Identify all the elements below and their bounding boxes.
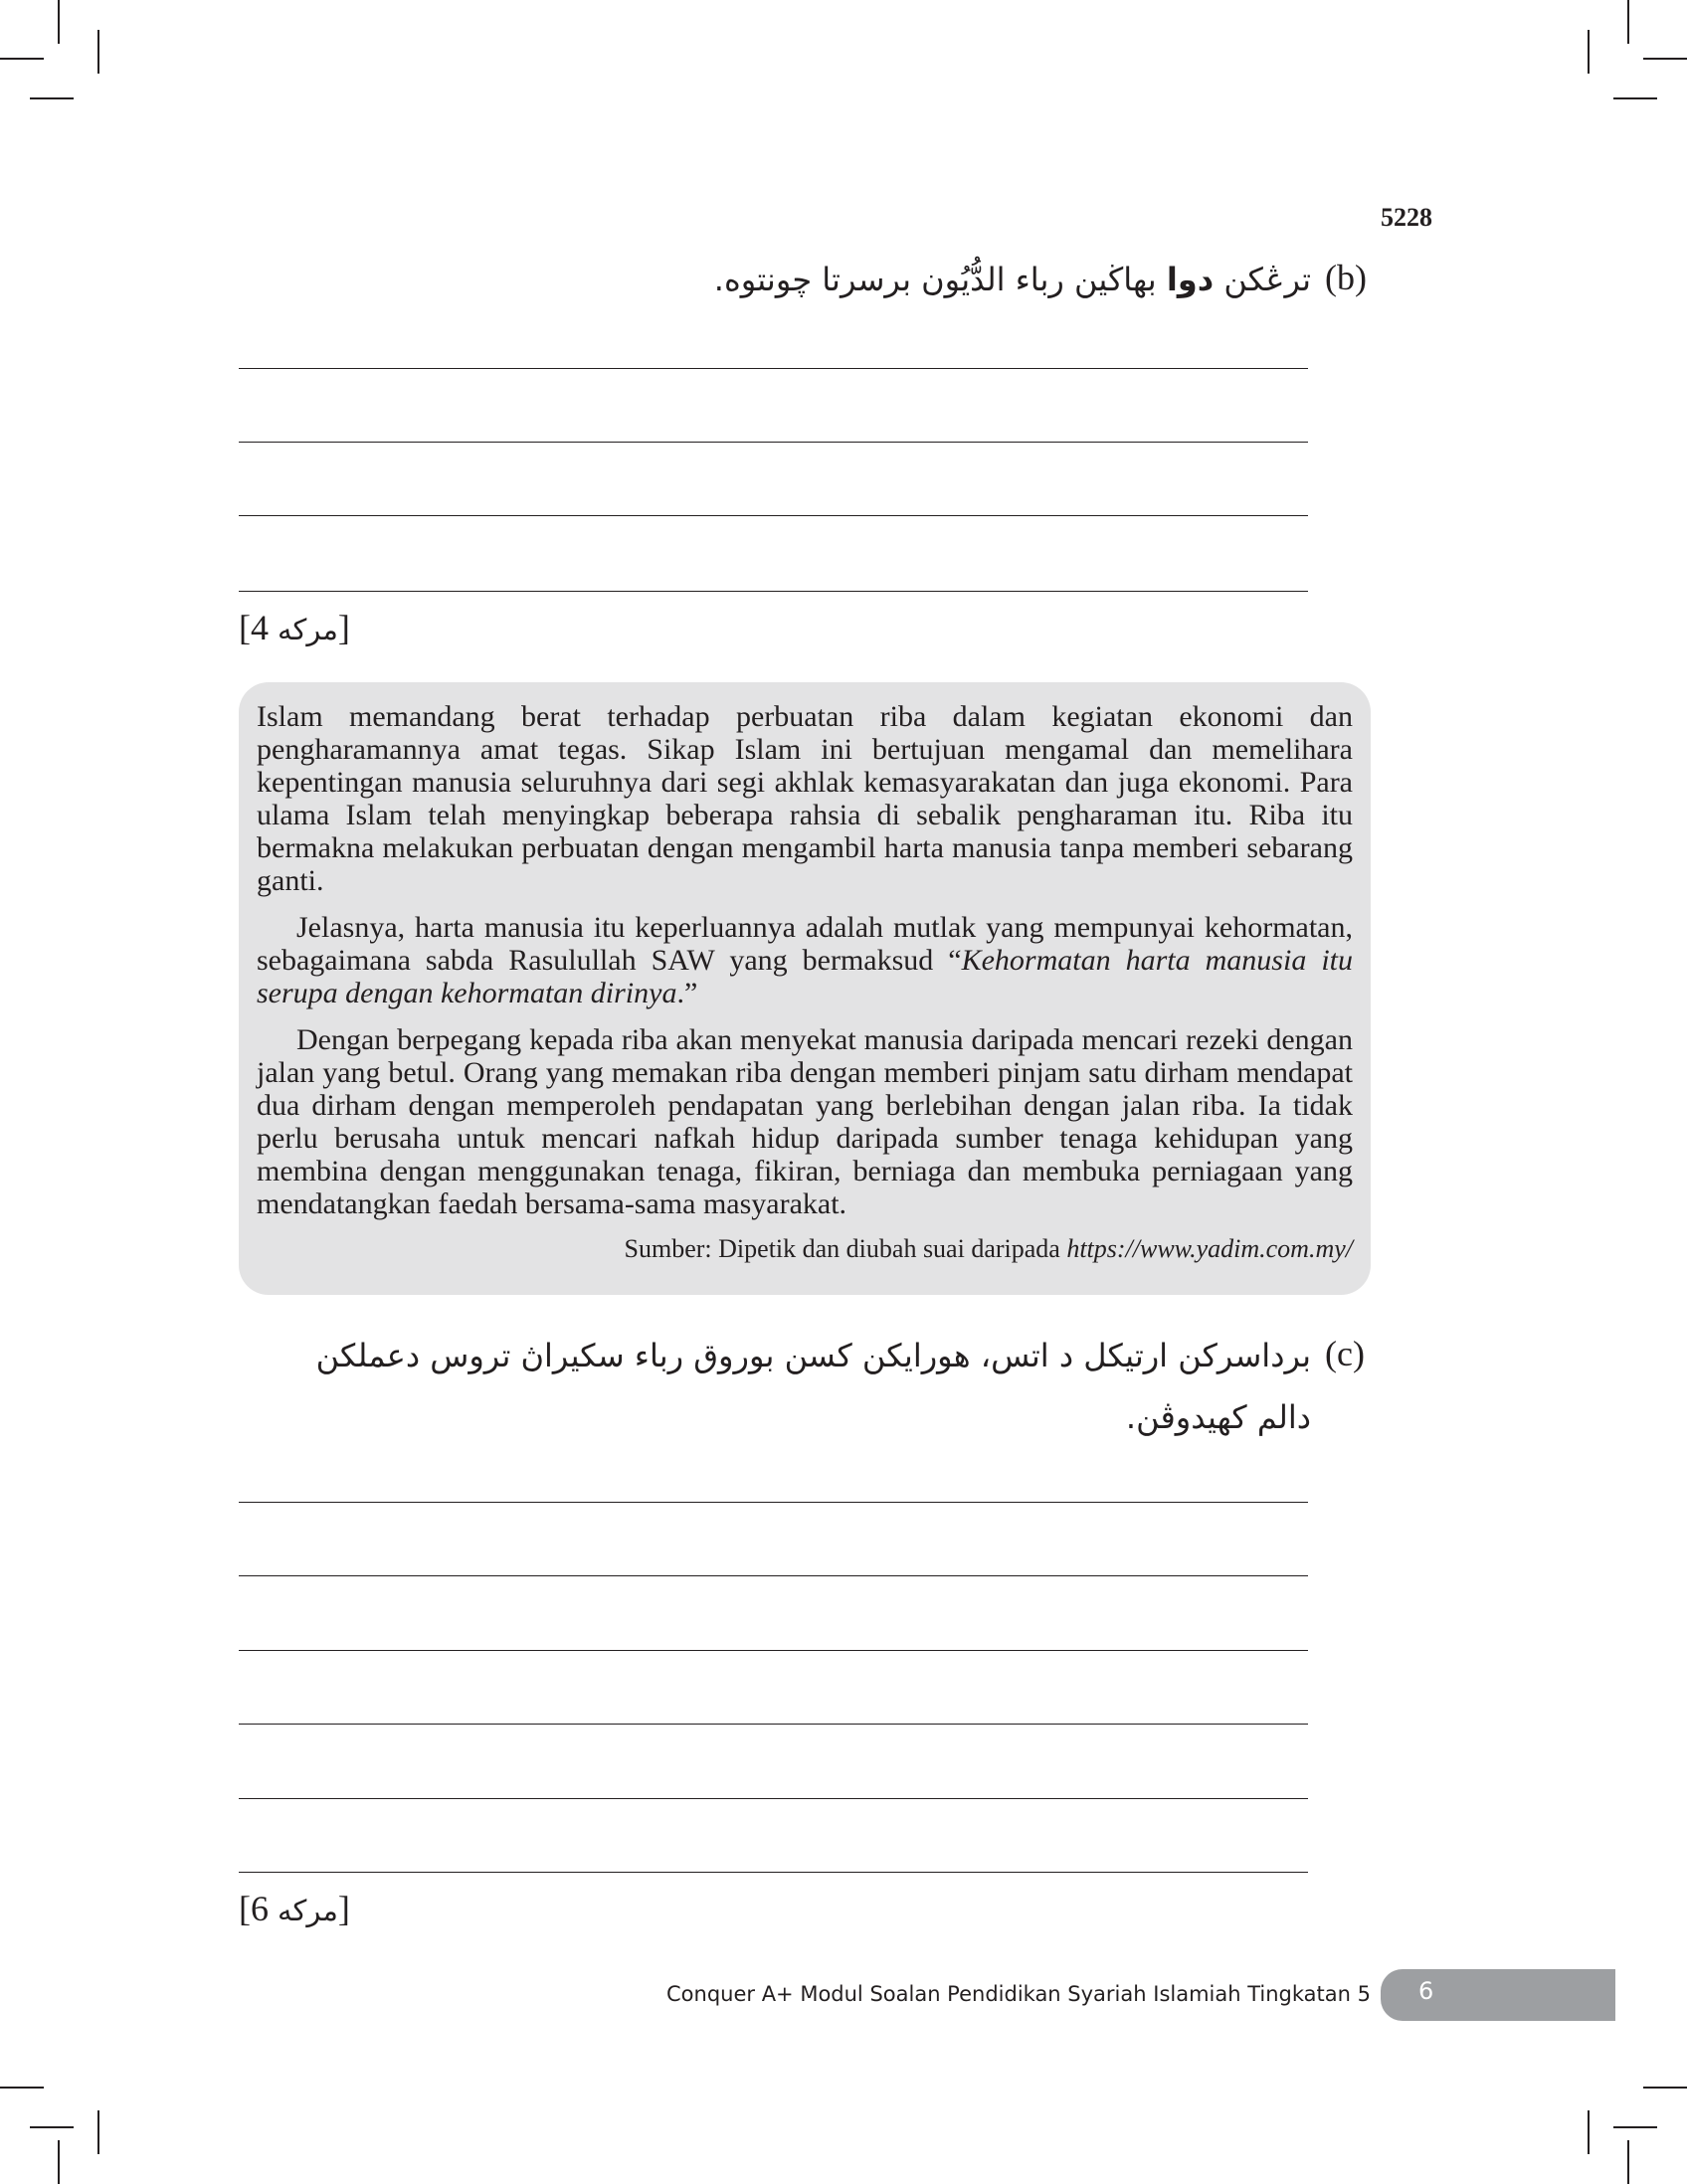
crop-mark <box>97 30 99 74</box>
answer-line-c3 <box>239 1650 1308 1651</box>
question-b-text-post: بهاڬين رباء الدُّيُون برسرتا چونتوه. <box>713 261 1167 298</box>
passage-source <box>257 1234 1353 1264</box>
question-b-text <box>597 249 1311 310</box>
question-b-label: (b) <box>1325 258 1367 297</box>
marks-b: [4 مركه] <box>239 608 350 647</box>
passage-p2-text: Jelasnya, harta manusia itu keperluannya adalah mutlak yang mempunyai kehormatan, sebagaimana sabda Rasulullah SAW yang bermaksud “ <box>257 911 1353 977</box>
answer-line-b1 <box>239 368 1308 369</box>
question-c-label: (c) <box>1325 1334 1365 1373</box>
crop-mark <box>1627 0 1629 44</box>
answer-line-b4 <box>239 591 1308 592</box>
crop-mark <box>1643 58 1687 60</box>
passage-paragraph-2 <box>257 911 1353 1009</box>
passage-paragraph-1: Islam memandang berat terhadap perbuatan riba dalam kegiatan ekonomi dan pengharamannya amat tegas. Sikap Islam ini bertujuan mengamal dan memelihara kepentingan manusia seluruhnya dari segi akhlak kemasyarakatan dan juga ekonomi. Para ulama Islam telah menyingkap beberapa rahsia di sebalik pengharaman itu. Riba itu bermakna melakukan perbuatan dengan mengambil harta manusia tanpa memberi sebarang ganti. <box>257 700 1353 897</box>
marks-c: [6 مركه] <box>239 1889 350 1928</box>
passage-p2-end: .” <box>676 977 698 1009</box>
answer-line-c5 <box>239 1798 1308 1799</box>
book-title-footer: Conquer A+ Modul Soalan Pendidikan Syariah Islamiah Tingkatan 5 <box>666 1982 1371 2006</box>
answer-line-c4 <box>239 1724 1308 1725</box>
crop-mark <box>97 2110 99 2154</box>
crop-mark <box>1627 2140 1629 2184</box>
crop-mark <box>30 97 74 99</box>
crop-mark <box>0 58 44 60</box>
question-b-text-bold: دوا <box>1166 261 1215 298</box>
crop-mark <box>30 2126 74 2128</box>
marks-b-word: مركه <box>278 613 338 646</box>
crop-mark <box>1613 97 1657 99</box>
crop-mark <box>1613 2126 1657 2128</box>
article-passage-box <box>239 682 1371 1295</box>
crop-mark <box>1588 30 1590 74</box>
crop-mark <box>58 2140 60 2184</box>
answer-line-c2 <box>239 1575 1308 1576</box>
marks-b-number: 4 <box>251 608 269 647</box>
answer-line-b3 <box>239 515 1308 516</box>
page-number: 6 <box>1418 1977 1434 2005</box>
crop-mark <box>58 0 60 44</box>
answer-line-c6 <box>239 1872 1308 1873</box>
page-number-tab <box>1381 1969 1615 2021</box>
question-c-text: برداسرکن ارتيکل د اتس، هورايكن كسن بوروق رباء سكيراڽ تروس دعملكن دالم كهيدوڤن. <box>315 1337 1311 1436</box>
marks-c-number: 6 <box>251 1889 269 1928</box>
answer-line-c1 <box>239 1502 1308 1503</box>
crop-mark <box>1643 2087 1687 2089</box>
paper-code: 5228 <box>1381 203 1432 232</box>
passage-paragraph-3: Dengan berpegang kepada riba akan menyekat manusia daripada mencari rezeki dengan jalan yang betul. Orang yang memakan riba dengan memberi pinjam satu dirham mendapat dua dirham dengan memperoleh pendapatan yang berlebihan dengan jalan riba. Ia tidak perlu berusaha untuk mencari nafkah hidup daripada sumber tenaga kehidupan yang membina dengan menggunakan tenaga, fikiran, berniaga dan membuka perniagaan yang mendatangkan faedah bersama-sama masyarakat. <box>257 1023 1353 1220</box>
crop-mark <box>1588 2110 1590 2154</box>
answer-line-b2 <box>239 442 1308 443</box>
question-b-text-pre: ترڠكن <box>1214 261 1311 298</box>
marks-c-word: مركه <box>278 1894 338 1927</box>
crop-mark <box>0 2087 44 2089</box>
source-prefix: Sumber: Dipetik dan diubah suai daripada <box>624 1234 1067 1263</box>
hadith-quote: Kehormatan harta manusia itu serupa dengan kehormatan dirinya <box>257 944 1354 1009</box>
source-url: https://www.yadim.com.my/ <box>1066 1234 1353 1263</box>
